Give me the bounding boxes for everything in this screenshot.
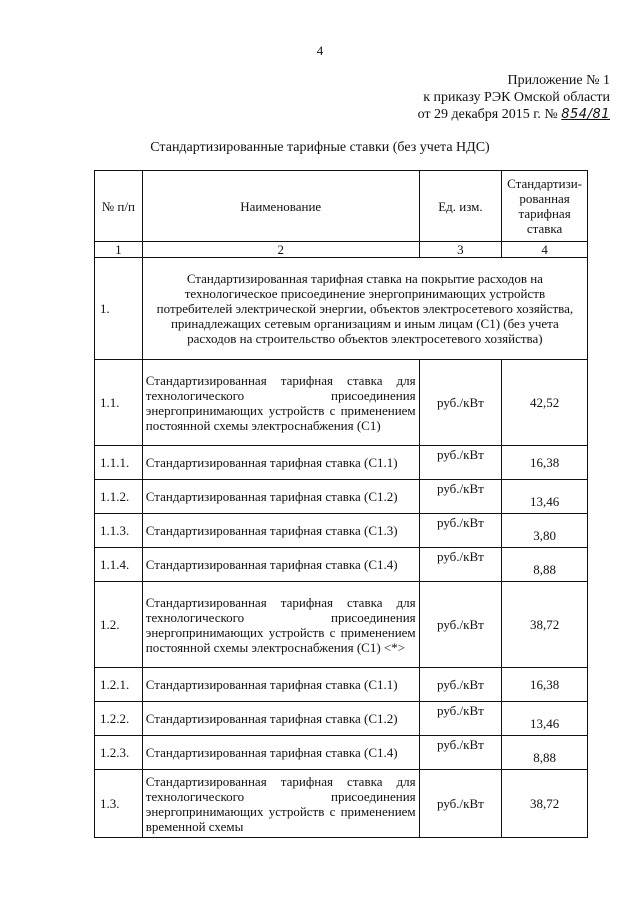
handwritten-order-number: 854/81 xyxy=(561,107,610,122)
appendix-title: Приложение № 1 xyxy=(507,73,610,88)
row-rate: 13,46 xyxy=(502,702,588,736)
column-number-row xyxy=(95,242,588,258)
row-number: 1.2.1. xyxy=(95,668,143,702)
row-number: 1.2. xyxy=(95,582,143,668)
row-unit: руб./кВт xyxy=(419,548,502,582)
row-unit: руб./кВт xyxy=(419,360,502,446)
row-name: Стандартизированная тарифная ставка (С1.4) xyxy=(142,736,419,770)
appendix-order-ref: к приказу РЭК Омской области xyxy=(423,90,610,105)
document-title: Стандартизированные тарифные ставки (без учета НДС) xyxy=(150,140,490,155)
row-name: Стандартизированная тарифная ставка (С1.4) xyxy=(142,548,419,582)
row-unit: руб./кВт xyxy=(419,582,502,668)
row-name: Стандартизированная тарифная ставка для технологического присоединения энергопринимающих устройств с применением временной схемы xyxy=(142,770,419,838)
row-rate: 42,52 xyxy=(502,360,588,446)
column-number: 2 xyxy=(142,242,419,258)
row-number: 1.1.1. xyxy=(95,446,143,480)
row-name: Стандартизированная тарифная ставка (С1.2) xyxy=(142,702,419,736)
table-row xyxy=(95,582,588,668)
row-name: Стандартизированная тарифная ставка (С1.1) xyxy=(142,446,419,480)
header-name: Наименование xyxy=(142,171,419,242)
row-name: Стандартизированная тарифная ставка (С1.1) xyxy=(142,668,419,702)
row-name: Стандартизированная тарифная ставка для технологического присоединения энергопринимающих устройств с применением постоянной схемы электроснабжения (С1) xyxy=(142,360,419,446)
row-name: Стандартизированная тарифная ставка (С1.2) xyxy=(142,480,419,514)
table-row xyxy=(95,514,588,548)
table-row xyxy=(95,548,588,582)
appendix-date: от 29 декабря 2015 г. № xyxy=(417,107,558,122)
row-unit: руб./кВт xyxy=(419,514,502,548)
row-unit: руб./кВт xyxy=(419,446,502,480)
section-title: Стандартизированная тарифная ставка на покрытие расходов на технологическое присоединение энергопринимающих устройств потребителей электрической энергии, объектов электросетевого хозяйства, принадлежащих сетевым организациям и иным лицам (С1) (без учета расходов на строительство объектов электросетевого хозяйства) xyxy=(142,258,587,360)
row-name: Стандартизированная тарифная ставка для технологического присоединения энергопринимающих устройств с применением постоянной схемы электроснабжения (С1) <*> xyxy=(142,582,419,668)
row-unit: руб./кВт xyxy=(419,702,502,736)
row-rate: 16,38 xyxy=(502,668,588,702)
row-number: 1.1. xyxy=(95,360,143,446)
page-number: 4 xyxy=(316,43,324,58)
table-row xyxy=(95,736,588,770)
appendix-date-line xyxy=(418,106,610,123)
appendix-block xyxy=(418,72,610,123)
table-row xyxy=(95,360,588,446)
row-unit: руб./кВт xyxy=(419,668,502,702)
row-number: 1.2.2. xyxy=(95,702,143,736)
row-rate: 16,38 xyxy=(502,446,588,480)
header-unit: Ед. изм. xyxy=(419,171,502,242)
row-number: 1.1.2. xyxy=(95,480,143,514)
row-rate: 38,72 xyxy=(502,770,588,838)
row-number: 1.2.3. xyxy=(95,736,143,770)
row-rate: 38,72 xyxy=(502,582,588,668)
row-number: 1.3. xyxy=(95,770,143,838)
header-rate: Стандартизи-рованная тарифная ставка xyxy=(502,171,588,242)
table-row xyxy=(95,702,588,736)
section-number: 1. xyxy=(95,258,143,360)
row-rate: 13,46 xyxy=(502,480,588,514)
table-row xyxy=(95,480,588,514)
table-row xyxy=(95,668,588,702)
row-unit: руб./кВт xyxy=(419,480,502,514)
row-number: 1.1.3. xyxy=(95,514,143,548)
tariff-table xyxy=(94,170,588,838)
table-header-row xyxy=(95,171,588,242)
column-number: 3 xyxy=(419,242,502,258)
row-unit: руб./кВт xyxy=(419,770,502,838)
row-name: Стандартизированная тарифная ставка (С1.3) xyxy=(142,514,419,548)
header-no: № п/п xyxy=(95,171,143,242)
row-unit: руб./кВт xyxy=(419,736,502,770)
row-rate: 8,88 xyxy=(502,548,588,582)
table-row xyxy=(95,446,588,480)
row-rate: 8,88 xyxy=(502,736,588,770)
table-section-row xyxy=(95,258,588,360)
column-number: 4 xyxy=(502,242,588,258)
row-number: 1.1.4. xyxy=(95,548,143,582)
column-number: 1 xyxy=(95,242,143,258)
row-rate: 3,80 xyxy=(502,514,588,548)
table-row xyxy=(95,770,588,838)
